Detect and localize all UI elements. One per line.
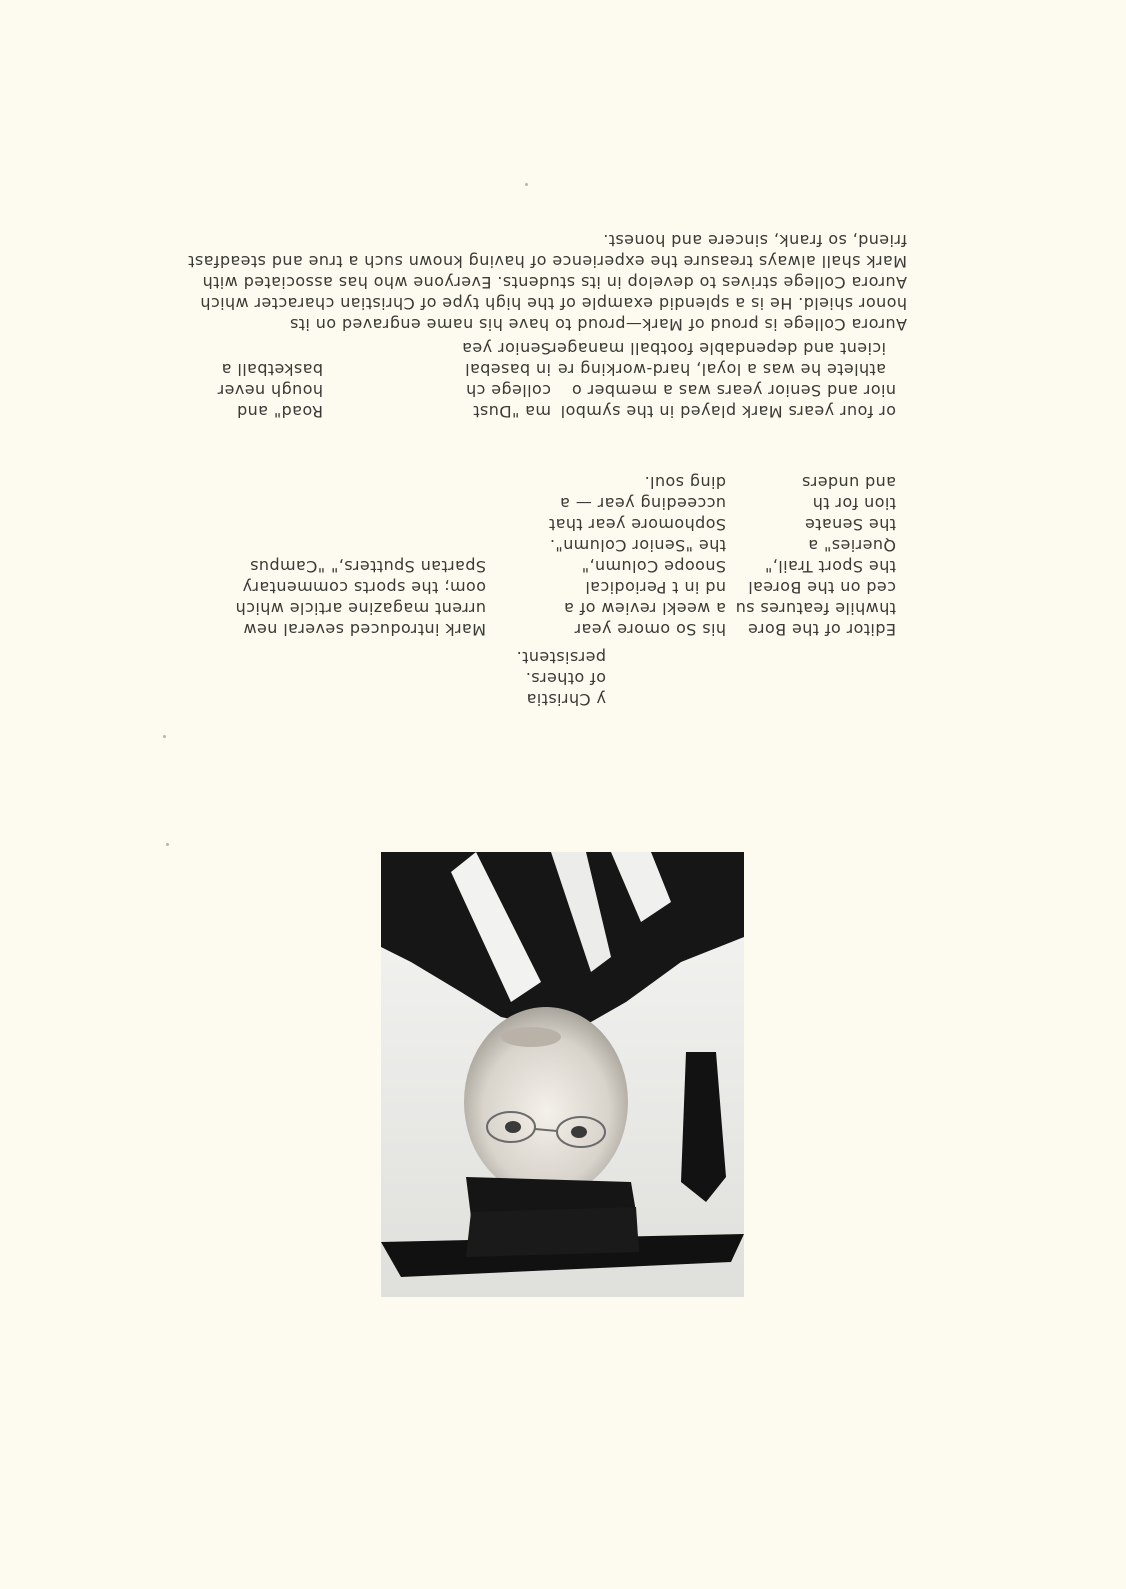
portrait-graphic <box>381 852 744 1297</box>
para2-line: nior and Senior years was a member o <box>571 381 896 400</box>
para3-mid: a weekl review of a <box>563 599 726 618</box>
para1-line: Mark shall always treasure the experience of having known such a true and steadfast <box>187 252 907 271</box>
para2-left: Road" and <box>236 402 323 421</box>
para3-line: tion for th <box>812 494 896 513</box>
para2-mid: Senior yea <box>461 339 551 358</box>
para2-left: basketball a <box>221 360 323 379</box>
para3-mid: nd in t Periodical <box>585 578 726 597</box>
para1-line: friend, so frank, sincere and honest. <box>602 231 907 250</box>
para3-line: Editor of the Bore <box>747 620 896 639</box>
para3-right: urrent magazine article which <box>235 599 486 618</box>
para3-right: Mark introduced several new <box>243 620 486 639</box>
para3-right: oom; the sports commentary <box>242 578 486 597</box>
para3-line: and unders <box>801 473 896 492</box>
para4-line: of others. <box>525 669 606 688</box>
para3-line: the Senate <box>804 515 896 534</box>
para3-line: the Sport Trail," <box>764 557 896 576</box>
para4-line: y Christia <box>526 690 606 709</box>
para3-mid: his So omore year <box>574 620 726 639</box>
para4-line: persistent. <box>516 648 606 667</box>
para3-mid: the "Senior Column". <box>549 536 726 555</box>
portrait-photo <box>381 852 744 1297</box>
para3-right: Spartan Sputters," "Campus <box>249 557 486 576</box>
para1-line: Aurora College strives to develop in its students. Everyone who has associated with <box>202 273 907 292</box>
para3-line: thwhile features su <box>735 599 896 618</box>
para3-line: ced on the Boreal <box>747 578 896 597</box>
para2-mid: ma "Dust <box>472 402 551 421</box>
para2-mid: college ch <box>465 381 551 400</box>
para3-mid: ucceeding year — a <box>559 494 726 513</box>
para3-mid: Snoope Column," <box>581 557 726 576</box>
para3-mid: ding soul. <box>644 473 726 492</box>
speck-mark <box>525 183 528 186</box>
para3-line: Queries" a <box>807 536 896 555</box>
para3-mid: Sophomore year that <box>548 515 726 534</box>
para2-mid: in basebal <box>464 360 551 379</box>
para2-line: or four years Mark played in the symbol <box>560 402 896 421</box>
para2-line: icient and dependable football manager <box>549 339 886 358</box>
speck-mark <box>163 735 166 738</box>
para2-line: athlete he was a loyal, hard-working re <box>557 360 886 379</box>
para2-left: hough never <box>217 381 323 400</box>
para1-line: Aurora College is proud of Mark—proud to have his name engraved on its <box>289 315 907 334</box>
para1-line: honor shield. He is a splendid example of the high type of Christian character which <box>200 294 907 313</box>
speck-mark <box>166 843 169 846</box>
